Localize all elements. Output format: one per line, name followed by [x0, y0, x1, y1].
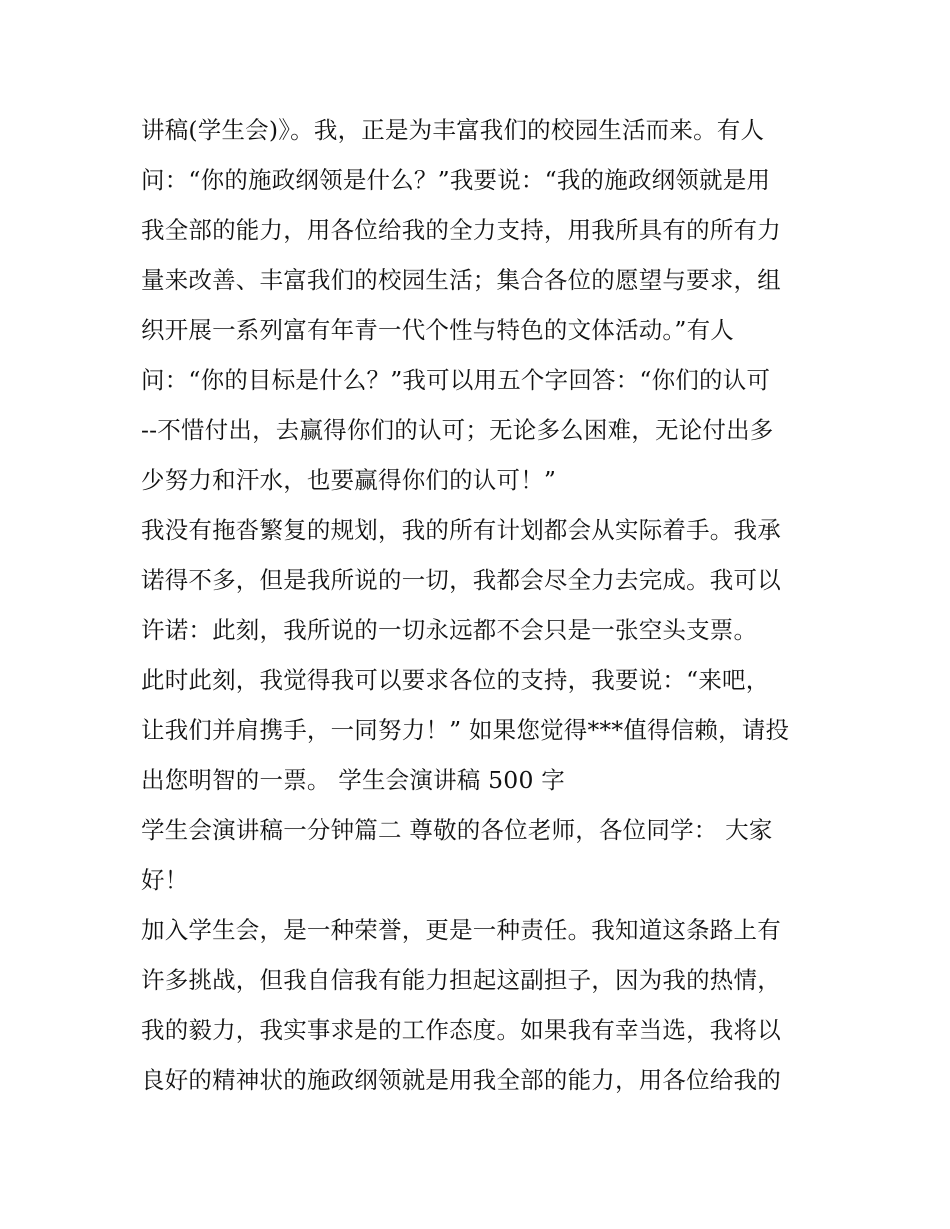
- text-line: 良好的精神状的施政纲领就是用我全部的能力，用各位给我的: [141, 1066, 781, 1094]
- text-line: 少努力和汗水，也要赢得你们的认可！”: [141, 466, 557, 494]
- text-line: 我没有拖沓繁复的规划，我的所有计划都会从实际着手。我承: [141, 516, 781, 544]
- text-line: 织开展一系列富有年青一代个性与特色的文体活动。”有人: [141, 316, 734, 344]
- text-line: 此时此刻，我觉得我可以要求各位的支持，我要说：“来吧，: [141, 666, 770, 694]
- text-line: 学生会演讲稿一分钟篇二 尊敬的各位老师，各位同学： 大家: [141, 816, 773, 844]
- text-line: 好！: [141, 866, 189, 894]
- text-line: 让我们并肩携手，一同努力！” 如果您觉得***值得信赖，请投: [141, 716, 790, 744]
- text-line: 诺得不多，但是我所说的一切，我都会尽全力去完成。我可以: [141, 566, 781, 594]
- text-line: 问：“你的施政纲领是什么？”我要说：“我的施政纲领就是用: [141, 166, 771, 194]
- text-line: 出您明智的一票。 学生会演讲稿 500 字: [141, 766, 565, 794]
- text-line: 问：“你的目标是什么？”我可以用五个字回答：“你们的认可: [141, 366, 771, 394]
- text-line: 讲稿(学生会)》。我，正是为丰富我们的校园生活而来。有人: [141, 116, 765, 144]
- text-line: 许诺：此刻，我所说的一切永远都不会只是一张空头支票。: [141, 616, 758, 644]
- text-line: 我的毅力，我实事求是的工作态度。如果我有幸当选，我将以: [141, 1016, 781, 1044]
- text-line: 量来改善、丰富我们的校园生活；集合各位的愿望与要求，组: [141, 266, 781, 294]
- text-line: 加入学生会，是一种荣誉，更是一种责任。我知道这条路上有: [141, 916, 781, 944]
- text-line: 许多挑战，但我自信我有能力担起这副担子，因为我的热情，: [141, 966, 781, 994]
- text-line: 我全部的能力，用各位给我的全力支持，用我所具有的所有力: [141, 216, 781, 244]
- text-line: --不惜付出，去赢得你们的认可；无论多么困难，无论付出多: [141, 416, 774, 444]
